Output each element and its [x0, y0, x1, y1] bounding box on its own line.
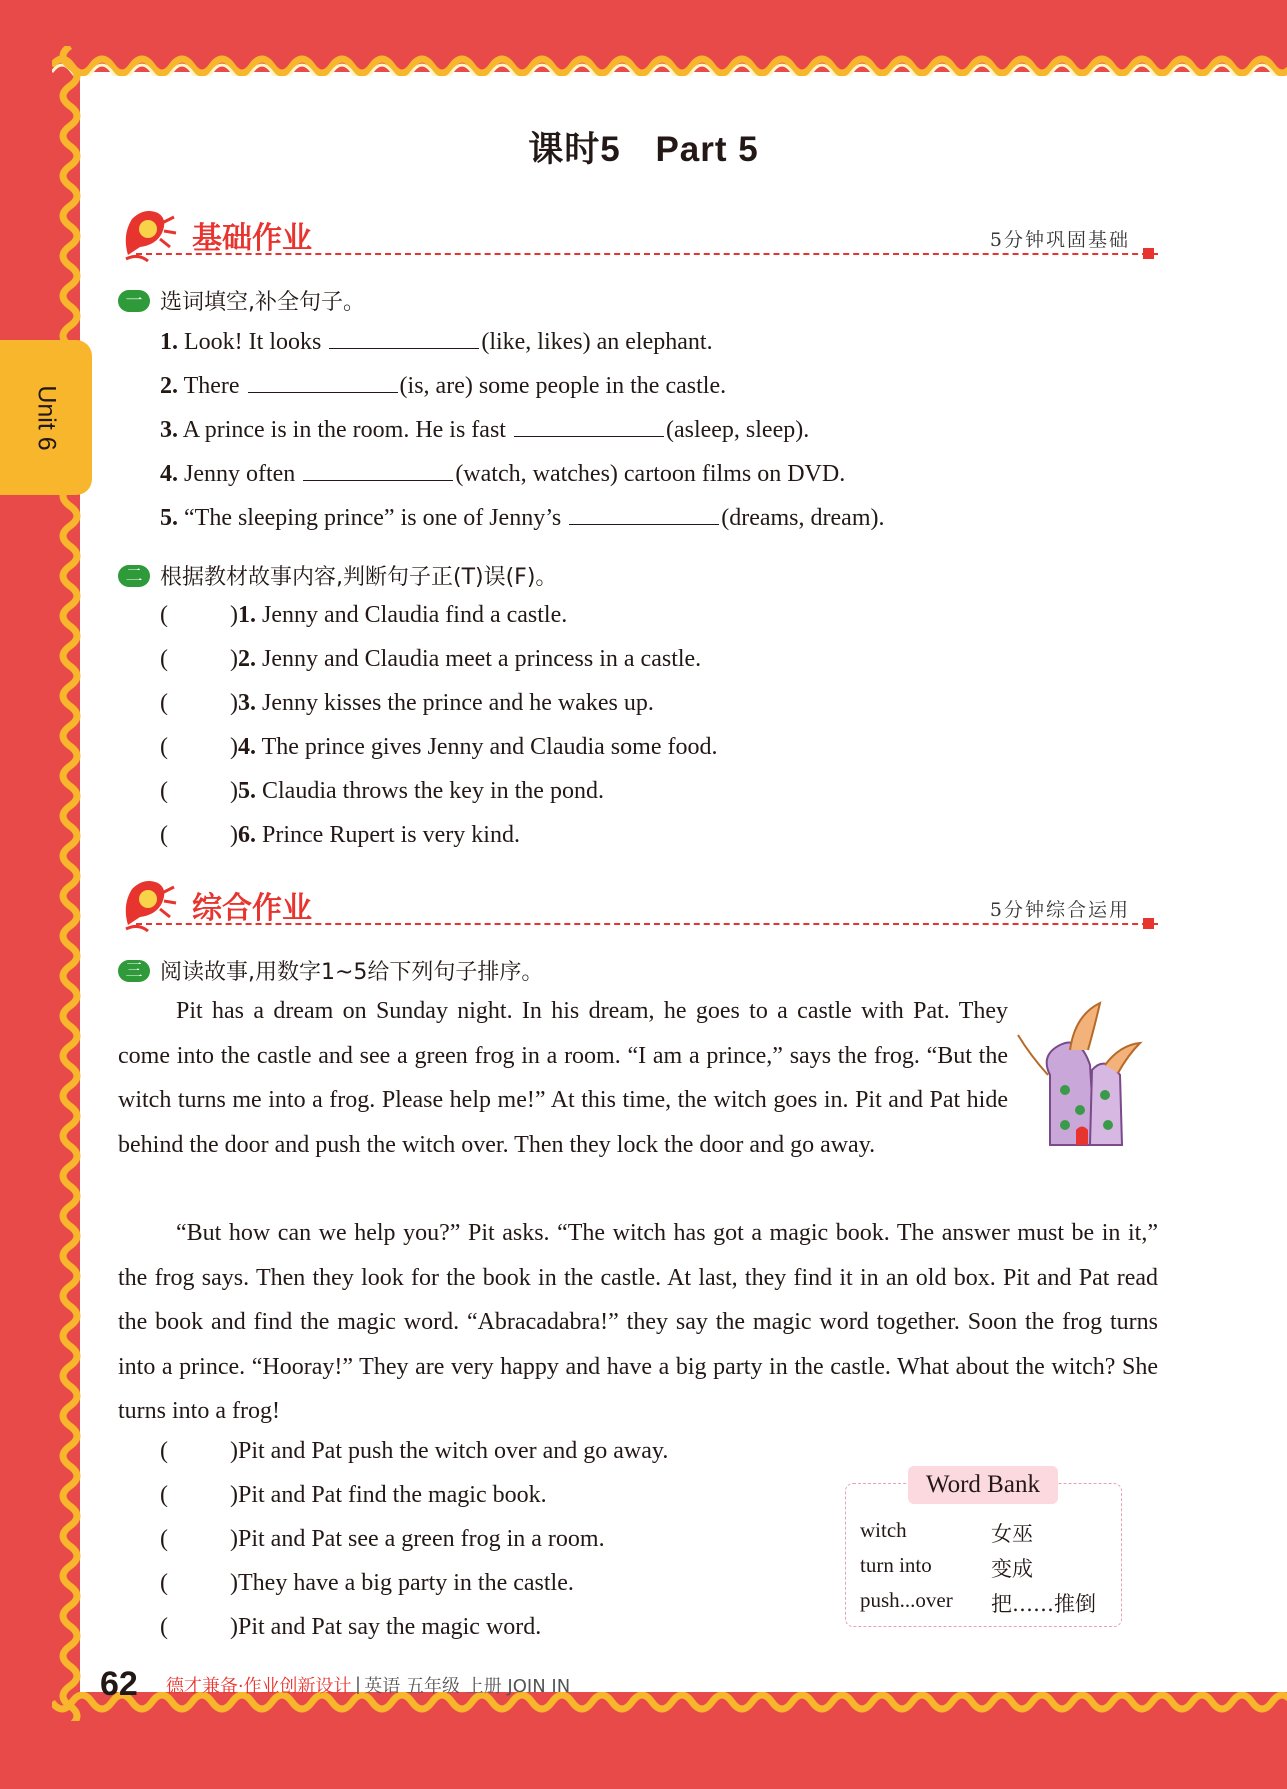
- fill-item: 5. “The sleeping prince” is one of Jenny’s (dreams, dream).: [160, 505, 885, 531]
- unit-tab-label: Unit 6: [32, 385, 61, 451]
- order-item: ( )Pit and Pat find the magic book.: [160, 1482, 547, 1508]
- tf-item: ( )2. Jenny and Claudia meet a princess in a castle.: [160, 646, 702, 672]
- question-heading-1: [118, 285, 365, 316]
- word-bank-term: turn into: [860, 1553, 932, 1577]
- answer-paren[interactable]: (: [160, 690, 168, 716]
- tf-item: ( )4. The prince gives Jenny and Claudia some food.: [160, 734, 718, 760]
- section-rule: [136, 253, 1158, 255]
- order-item: ( )Pit and Pat say the magic word.: [160, 1614, 542, 1640]
- unit-tab: [0, 340, 92, 495]
- answer-paren[interactable]: (: [160, 646, 168, 672]
- page-footer: [100, 1665, 570, 1704]
- word-bank: [845, 1471, 1122, 1627]
- tf-item: ( )5. Claudia throws the key in the pond.: [160, 778, 604, 804]
- answer-paren[interactable]: (: [160, 1482, 168, 1508]
- section-subtitle: 5分钟综合运用: [989, 899, 1130, 921]
- page-title: [0, 122, 1287, 172]
- order-item: ( )They have a big party in the castle.: [160, 1570, 574, 1596]
- title-lesson: 课时5: [528, 130, 621, 169]
- answer-blank[interactable]: [569, 504, 719, 525]
- question-instruction: 根据教材故事内容,判断句子正(T)误(F)。: [160, 565, 558, 590]
- tf-item: ( )1. Jenny and Claudia find a castle.: [160, 602, 568, 628]
- section-rule-end: [1143, 248, 1154, 259]
- fill-item: 1. Look! It looks (like, likes) an elephant.: [160, 329, 713, 355]
- answer-blank[interactable]: [248, 372, 398, 393]
- wavy-border-left: [50, 46, 84, 1721]
- series-name: 德才兼备·作业创新设计: [165, 1675, 352, 1697]
- tf-item: ( )3. Jenny kisses the prince and he wakes up.: [160, 690, 654, 716]
- answer-paren[interactable]: (: [160, 602, 168, 628]
- section-header-basic: [118, 205, 1158, 265]
- word-bank-term: push...over: [860, 1588, 953, 1612]
- word-bank-translation: 把……推倒: [991, 1592, 1096, 1616]
- wavy-border-top: [52, 46, 1287, 76]
- footer-separator: |: [355, 1674, 361, 1694]
- answer-blank[interactable]: [329, 328, 479, 349]
- castle-illustration: [1010, 995, 1150, 1160]
- question-number-badge: 三: [118, 960, 150, 982]
- question-heading-3: [118, 955, 543, 986]
- answer-paren[interactable]: (: [160, 1614, 168, 1640]
- question-number-badge: 一: [118, 290, 150, 312]
- section-title: 基础作业: [192, 221, 312, 256]
- order-item: ( )Pit and Pat see a green frog in a room.: [160, 1526, 605, 1552]
- word-bank-term: witch: [860, 1518, 907, 1542]
- word-bank-translation: 变成: [991, 1557, 1033, 1581]
- section-rule: [136, 923, 1158, 925]
- question-number-badge: 二: [118, 565, 150, 587]
- word-bank-translation: 女巫: [991, 1522, 1033, 1546]
- answer-paren[interactable]: (: [160, 778, 168, 804]
- section-rule-end: [1143, 918, 1154, 929]
- question-instruction: 选词填空,补全句子。: [160, 290, 365, 315]
- fill-item: 2. There (is, are) some people in the castle.: [160, 373, 727, 399]
- story-paragraph-1: Pit has a dream on Sunday night. In his dream, he goes to a castle with Pat. They come into the castle and see a green frog in a room. “I am a prince,” says the frog. “But the witch turns me into a frog. Please help me!” At this time, the witch goes in. Pit and Pat hide behind the door and push the witch over. Then they lock the door and go away.: [118, 998, 1008, 1158]
- section-header-comprehensive: [118, 875, 1158, 935]
- section-subtitle: 5分钟巩固基础: [989, 229, 1130, 251]
- order-item: ( )Pit and Pat push the witch over and go away.: [160, 1438, 669, 1464]
- fill-item: 3. A prince is in the room. He is fast (asleep, sleep).: [160, 417, 810, 443]
- title-part: Part 5: [655, 130, 759, 169]
- question-heading-2: [118, 560, 557, 591]
- fill-item: 4. Jenny often (watch, watches) cartoon films on DVD.: [160, 461, 846, 487]
- tf-item: ( )6. Prince Rupert is very kind.: [160, 822, 520, 848]
- answer-blank[interactable]: [303, 460, 453, 481]
- answer-paren[interactable]: (: [160, 822, 168, 848]
- section-title: 综合作业: [192, 891, 312, 926]
- answer-blank[interactable]: [514, 416, 664, 437]
- word-bank-title: Word Bank: [908, 1466, 1058, 1504]
- answer-paren[interactable]: (: [160, 1526, 168, 1552]
- page-number: 62: [100, 1665, 138, 1703]
- answer-paren[interactable]: (: [160, 1570, 168, 1596]
- book-info: 英语 五年级 上册 JOIN IN: [364, 1675, 571, 1697]
- answer-paren[interactable]: (: [160, 734, 168, 760]
- answer-paren[interactable]: (: [160, 1438, 168, 1464]
- story-paragraph-2: “But how can we help you?” Pit asks. “The witch has got a magic book. The answer must be in it,” the frog says. Then they look for the book in the castle. At last, they find it in an old box. Pit and Pat read the book and find the magic word. “Abracadabra!” they say the magic word together. Soon the frog turns into a prince. “Hooray!” They are very happy and have a big party in the castle. What about the witch? She turns into a frog!: [118, 1220, 1158, 1424]
- question-instruction: 阅读故事,用数字1~5给下列句子排序。: [160, 960, 544, 985]
